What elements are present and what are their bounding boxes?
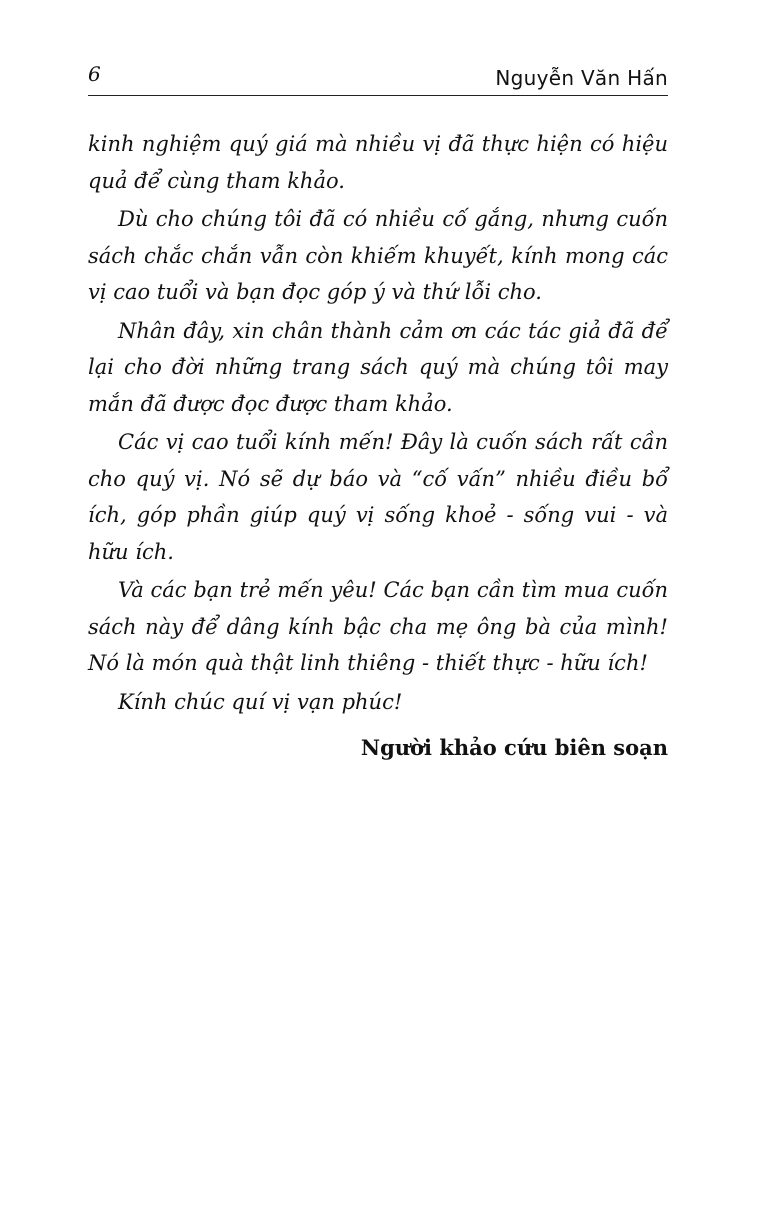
body-text [88,126,668,722]
paragraph: Nhân đây, xin chân thành cảm ơn các tác giả đã để lại cho đời những trang sách quý mà chúng tôi may mắn đã được đọc được tham khảo. [88,318,668,416]
header-rule [88,95,668,96]
paragraph-continuation: kinh nghiệm quý giá mà nhiều vị đã thực hiện có hiệu quả để cùng tham khảo. [88,132,668,193]
paragraph: Và các bạn trẻ mến yêu! Các bạn cần tìm mua cuốn sách này để dâng kính bậc cha mẹ ông bà của mình! Nó là món quà thật linh thiêng - thiết thực - hữu ích! [88,578,668,675]
page-number: 6 [88,62,101,86]
running-head-author: Nguyễn Văn Hấn [495,66,668,90]
paragraph: Các vị cao tuổi kính mến! Đây là cuốn sách rất cần cho quý vị. Nó sẽ dự báo và “cố vấn” nhiều điều bổ ích, góp phần giúp quý vị sống khoẻ - sống vui - và hữu ích. [88,430,668,564]
closing-wish: Kính chúc quí vị vạn phúc! [118,689,403,714]
page-header [88,60,668,98]
signature: Người khảo cứu biên soạn [360,735,668,760]
paragraph: Dù cho chúng tôi đã có nhiều cố gắng, nhưng cuốn sách chắc chắn vẫn còn khiếm khuyết, kính mong các vị cao tuổi và bạn đọc góp ý và thứ lỗi cho. [88,207,668,304]
